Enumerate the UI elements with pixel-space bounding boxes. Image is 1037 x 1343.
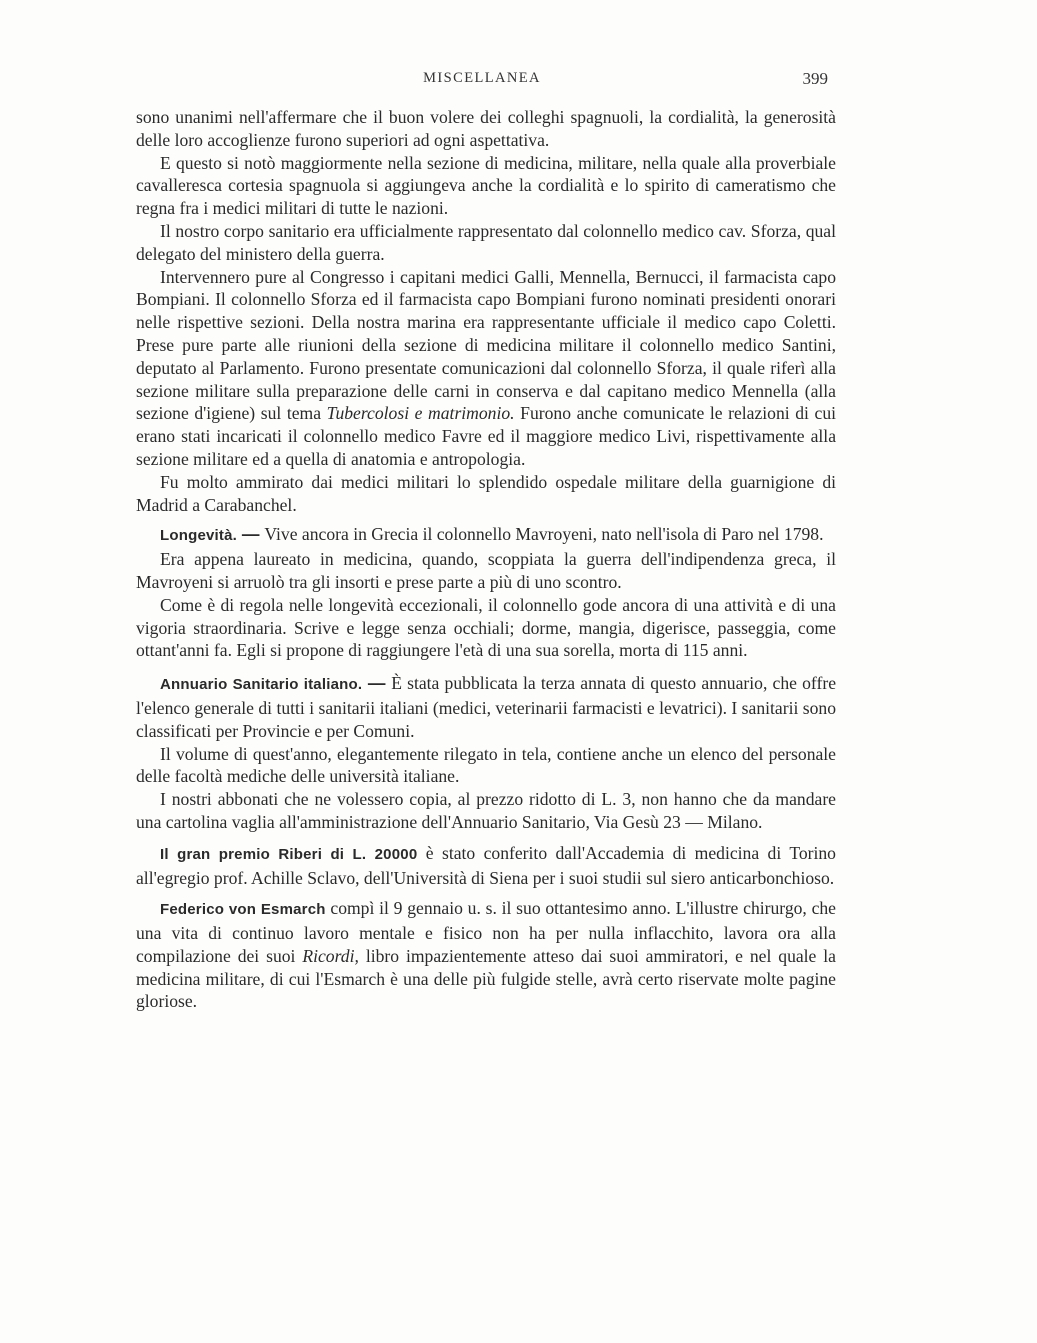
body-text bbox=[136, 106, 836, 1013]
ricordi-title: Ricordi, bbox=[302, 945, 359, 966]
annuario-text: È stata pubblicata la terza annata di questo annuario, che offre l'elenco generale di tutti i sanitarii italiani (medici, veterinarii farmacisti e levatrici). I sanitarii sono classificati per Provincie e per Comuni. bbox=[136, 673, 837, 741]
longevita-heading: Longevità. bbox=[160, 527, 238, 545]
page-number: 399 bbox=[802, 69, 828, 88]
paragraph-volume: Il volume di quest'anno, elegantemente rilegato in tela, contiene anche un elenco del personale delle facoltà mediche delle università italiane. bbox=[136, 743, 836, 787]
paragraph-participants bbox=[136, 266, 836, 471]
paragraph-carabanchel: Fu molto ammirato dai medici militari lo splendido ospedale militare della guarnigione di Madrid a Carabanchel. bbox=[136, 471, 836, 515]
paragraph-medicine-section: E questo si notò maggiormente nella sezione di medicina, militare, nella quale alla proverbiale cavalleresca cortesia spagnuola si aggiungeva anche la cordialità e lo spirito di cameratismo che regna fra i medici militari di tutte le nazioni. bbox=[136, 152, 836, 219]
tubercolosi-title: Tubercolosi e matrimonio. bbox=[326, 403, 515, 424]
section-premio-riberi bbox=[136, 842, 836, 890]
paragraph-mavroyeni-health: Come è di regola nelle longevità eccezionali, il colonnello gode ancora di una attività e di una vigoria straordinaria. Scrive e legge senza occhiali; dorme, mangia, digerisce, passeggia, come ottant'anni fa. Egli si propone di raggiungere l'età di una sua sorella, morta di 115 anni. bbox=[136, 594, 836, 661]
section-annuario bbox=[136, 672, 836, 742]
premio-text: è stato conferito dall'Accademia di medicina di Torino all'egregio prof. Achille Sclavo, dell'Università di Siena per i suoi studii sul siero anticarbonchioso. bbox=[136, 842, 836, 888]
longevita-dash: — bbox=[237, 524, 265, 545]
esmarch-text-end: libro impazientemente atteso dai suoi ammiratori, e nel quale la medicina militare, di cui l'Esmarch è una delle più fulgide stelle, avrà certo riservate molte pagine gloriose. bbox=[136, 945, 836, 1012]
section-longevita bbox=[136, 523, 836, 548]
annuario-heading: Annuario Sanitario italiano. bbox=[160, 676, 363, 694]
annuario-dash: — bbox=[362, 673, 392, 694]
premio-heading: Il gran premio Riberi di L. 20000 bbox=[160, 845, 418, 863]
paragraph-congress-intro: sono unanimi nell'affermare che il buon volere dei colleghi spagnuoli, la cordialità, la generosità delle loro accoglienze furono superiori ad ogni aspettativa. bbox=[136, 107, 836, 150]
paragraph-subscribers: I nostri abbonati che ne volessero copia, al prezzo ridotto di L. 3, non hanno che da mandare una cartolina vaglia all'amministrazione dell'Annuario Sanitario, Via Gesù 23 — Milano. bbox=[136, 789, 836, 832]
paragraph-sanitary-corps: Il nostro corpo sanitario era ufficialmente rappresentato dal colonnello medico cav. Sforza, qual delegato del ministero della guerra. bbox=[136, 220, 836, 264]
participants-text: Intervennero pure al Congresso i capitani medici Galli, Mennella, Bernucci, il farmacista capo Bompiani. Il colonnello Sforza ed il farmacista capo Bompiani furono nominati presidenti onorari nelle rispettive sezioni. Della nostra marina era rappresentante ufficiale il medico capo Coletti. Prese pure parte alle riunioni della sezione di medicina militare il colonnello medico Santini, deputato al Parlamento. Furono presentate comunicazioni dal colonnello Sforza, il quale riferì alla sezione militare sulla preparazione delle carni in conserva e dal capitano medico Mennella (alla sezione d'igiene) sul tema bbox=[136, 266, 836, 424]
section-esmarch bbox=[136, 897, 836, 1013]
running-header bbox=[136, 70, 828, 92]
participants-text-end: Furono anche comunicate le relazioni di cui erano stati incaricati il colonnello medico Favre ed il maggiore medico Livi, rispettivamente alla sezione militare ed a quella di anatomia e antropologia. bbox=[136, 403, 837, 469]
paragraph-mavroyeni-war: Era appena laureato in medicina, quando, scoppiata la guerra dell'indipendenza greca, il Mavroyeni si arruolò tra gli insorti e prese parte a più di uno scontro. bbox=[136, 549, 836, 592]
longevita-text: Vive ancora in Grecia il colonnello Mavroyeni, nato nell'isola di Paro nel 1798. bbox=[264, 524, 824, 545]
running-title: MISCELLANEA bbox=[423, 70, 541, 86]
esmarch-heading: Federico von Esmarch bbox=[160, 901, 326, 919]
esmarch-text: compì il 9 gennaio u. s. il suo ottantesimo anno. L'illustre chirurgo, che una vita di continuo lavoro mentale e fisico non ha per nulla inflacchito, lavora ora alla compilazione dei suoi bbox=[136, 898, 836, 966]
